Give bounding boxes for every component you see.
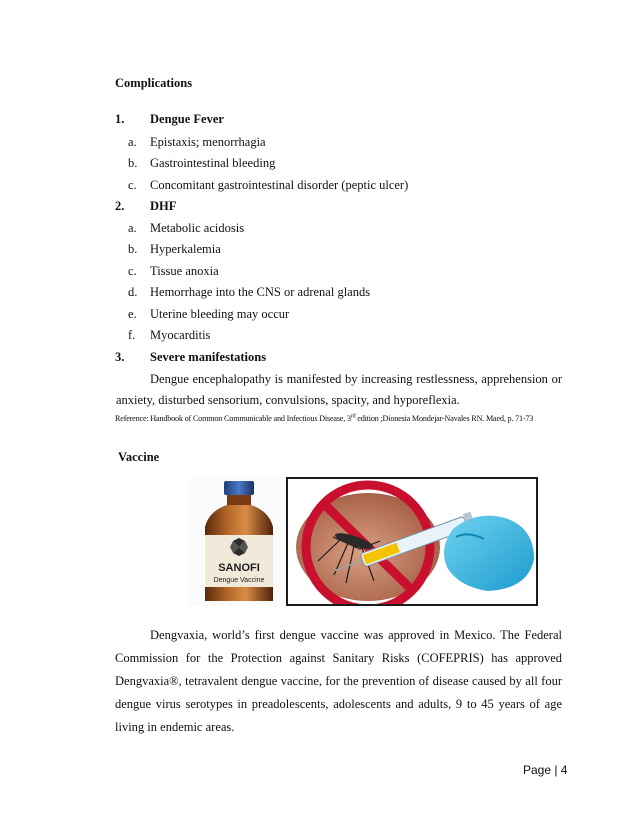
vaccine-paragraph-line-1: Dengvaxia, world’s first dengue vaccine was approved in Mexico. The Federal bbox=[150, 628, 562, 642]
list-item-letter: b. bbox=[128, 242, 138, 256]
page-number: Page | 4 bbox=[523, 763, 568, 777]
vaccine-paragraph-line-5: living in endemic areas. bbox=[115, 720, 235, 734]
complications-heading: Complications bbox=[115, 76, 193, 90]
list-item-letter: a. bbox=[128, 221, 137, 235]
vaccine-paragraph-line-2: Commission for the Protection against Sanitary Risks (COFEPRIS) has approved bbox=[115, 651, 562, 665]
section-1-number: 1. bbox=[115, 112, 125, 126]
list-item: Metabolic acidosis bbox=[150, 221, 245, 235]
list-item: Concomitant gastrointestinal disorder (peptic ulcer) bbox=[150, 178, 409, 192]
list-item-letter: c. bbox=[128, 178, 137, 192]
severe-paragraph-line-2: anxiety, disturbed sensorium, convulsions, spacity, and hyporeflexia. bbox=[116, 393, 460, 407]
list-item-letter: f. bbox=[128, 328, 136, 342]
list-item-letter: c. bbox=[128, 264, 137, 278]
vaccine-bottle-image bbox=[189, 477, 285, 606]
mosquito-syringe-illustration bbox=[288, 479, 536, 604]
list-item: Tissue anoxia bbox=[150, 264, 219, 278]
list-item-letter: d. bbox=[128, 285, 138, 299]
list-item-letter: a. bbox=[128, 135, 137, 149]
list-item-letter: b. bbox=[128, 156, 138, 170]
section-1-title: Dengue Fever bbox=[150, 112, 224, 126]
list-item: Gastrointestinal bleeding bbox=[150, 156, 276, 170]
section-3-title: Severe manifestations bbox=[150, 350, 267, 364]
section-2-number: 2. bbox=[115, 199, 125, 213]
list-item-letter: e. bbox=[128, 307, 137, 321]
vaccine-heading: Vaccine bbox=[118, 450, 160, 464]
list-item: Myocarditis bbox=[150, 328, 211, 342]
bottle-label-text: Dengue Vaccine bbox=[213, 577, 265, 584]
mosquito-syringe-image bbox=[286, 477, 538, 606]
reference-citation: Reference: Handbook of Common Communicable and Infectious Disease, 3rd edition ;Dionesia Mondejar-Navales RN. Maed, p. 71-73 bbox=[115, 413, 534, 423]
severe-paragraph-line-1: Dengue encephalopathy is manifested by increasing restlessness, apprehension or bbox=[150, 372, 562, 386]
vaccine-paragraph-line-3: Dengvaxia®, tetravalent dengue vaccine, for the prevention of disease caused by all four bbox=[115, 674, 562, 688]
section-3-number: 3. bbox=[115, 350, 125, 364]
list-item: Epistaxis; menorrhagia bbox=[150, 135, 266, 149]
bottle-brand-text: SANOFI bbox=[218, 562, 260, 574]
vaccine-bottle-illustration bbox=[189, 477, 285, 606]
list-item: Uterine bleeding may occur bbox=[150, 307, 290, 321]
section-2-title: DHF bbox=[150, 199, 177, 213]
list-item: Hyperkalemia bbox=[150, 242, 221, 256]
vaccine-paragraph-line-4: dengue virus serotypes in preadolescents, adolescents and adults, 9 to 45 years of age bbox=[115, 697, 562, 711]
list-item: Hemorrhage into the CNS or adrenal glands bbox=[150, 285, 371, 299]
